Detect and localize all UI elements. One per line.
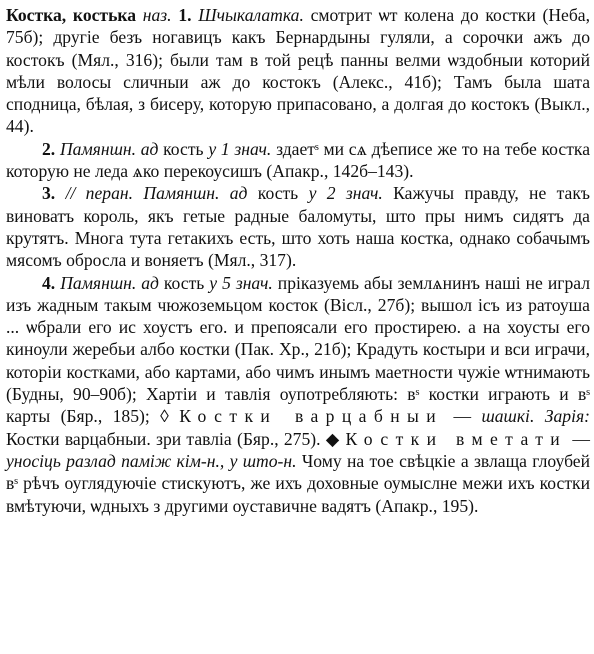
sense-4-reference: кость	[158, 272, 210, 293]
headword: Костка, костька	[6, 5, 137, 25]
phrase-1: Костки варцабныи	[179, 406, 444, 427]
phrase-2: Костки вметати	[345, 428, 568, 449]
sense-4-tail: Чому на тое свѣцкіе а звлаща глоубей вˢ рѣчъ оуглядуючіе стискуютъ, же ихъ доховные оумыслне межи ихъ костки вмѣтуючи, ѡдныхъ з другими оуставичне вадятъ (Апакр., 195).	[6, 450, 591, 516]
entry-sense-4	[6, 272, 590, 517]
entry-sense-3	[6, 182, 590, 271]
phrase-2-definition: уносіць разлад паміж кім-н., у што-н.	[6, 450, 297, 471]
phrase-2-separator: —	[567, 428, 590, 449]
sense-3-text: Кажучы правду, не такъ виноватъ король, якъ гетые радные баломуты, што пры нимъ сидятъ да крутятъ. Многа тута гетакихъ есть, што хоть наша костка, однако собачымъ мясомъ обросла и воняетъ (Мял., 317).	[6, 183, 590, 271]
sense-number-4: 4.	[42, 272, 56, 293]
part-of-speech: наз.	[142, 5, 172, 25]
sense-number-1: 1.	[178, 5, 192, 25]
sense-number-2: 2.	[42, 138, 56, 159]
entry-sense-1	[6, 4, 590, 138]
sense-4-locator: у 5 знач.	[209, 272, 273, 293]
entry-sense-2	[6, 138, 590, 183]
sense-2-definition: Памяншн. ад	[59, 138, 159, 159]
sense-2-text: здаетˢ ми сѧ дѣеписе же то на тебе костка которую не леда ѧко перекоусишъ (Апакр., 142б–143).	[6, 138, 591, 182]
sense-4-text: пріказуемь абы землѧнинъ наші не играл изъ жадным такым чюжоземьцом косток (Вісл., 27б); вышол ісъ из ратоуша ... ѡбрали его ис хоустъ его. и препоясали его простирею. а на хоусты его киноули жеребьи албо костки (Пак. Хр., 21б); Крадуть костыри и вси играчи, которіи костками, або картами, або чимъ инымъ маетности чужіе ѡтнимають (Будны, 90–90б); Хартіи и тавлія оупотребляють: вˢ костки играють и вˢ карты (Бяр., 185); ◊	[6, 272, 590, 427]
sense-3-definition: // перан. Памяншн. ад	[65, 183, 248, 204]
phrase-1-separator: —	[443, 406, 482, 427]
sense-4-definition: Памяншн. ад	[60, 272, 159, 293]
variant-label: Зарія:	[534, 406, 590, 427]
sense-number-3: 3.	[42, 183, 56, 204]
sense-2-locator: у 1 знач.	[208, 138, 272, 159]
phrase-1-definition: шашкі.	[481, 406, 535, 427]
sense-1-text: смотрит ѡт колена до костки (Неба, 75б); другіе безъ ногавицъ какъ Бернардыны гуляли, а сорочки ажъ до костокъ (Мял., 316); были там в той рецѣ панны велми ѡздобныи которий мѣли волосы сличныи аж до костокъ (Алекс., 41б); Тамъ была шата сподница, бѣлая, з бисеру, которую припасовано, а долгая до костокъ (Выкл., 44).	[6, 5, 591, 137]
sense-3-locator: у 2 знач.	[308, 183, 383, 204]
sense-3-reference: кость	[247, 183, 309, 204]
sense-2-reference: кость	[158, 138, 209, 159]
sense-1-definition: Шчыкалатка.	[198, 5, 304, 25]
variant-text: Костки варцабныи. зри тавліа (Бяр., 275). ◆	[6, 428, 346, 449]
